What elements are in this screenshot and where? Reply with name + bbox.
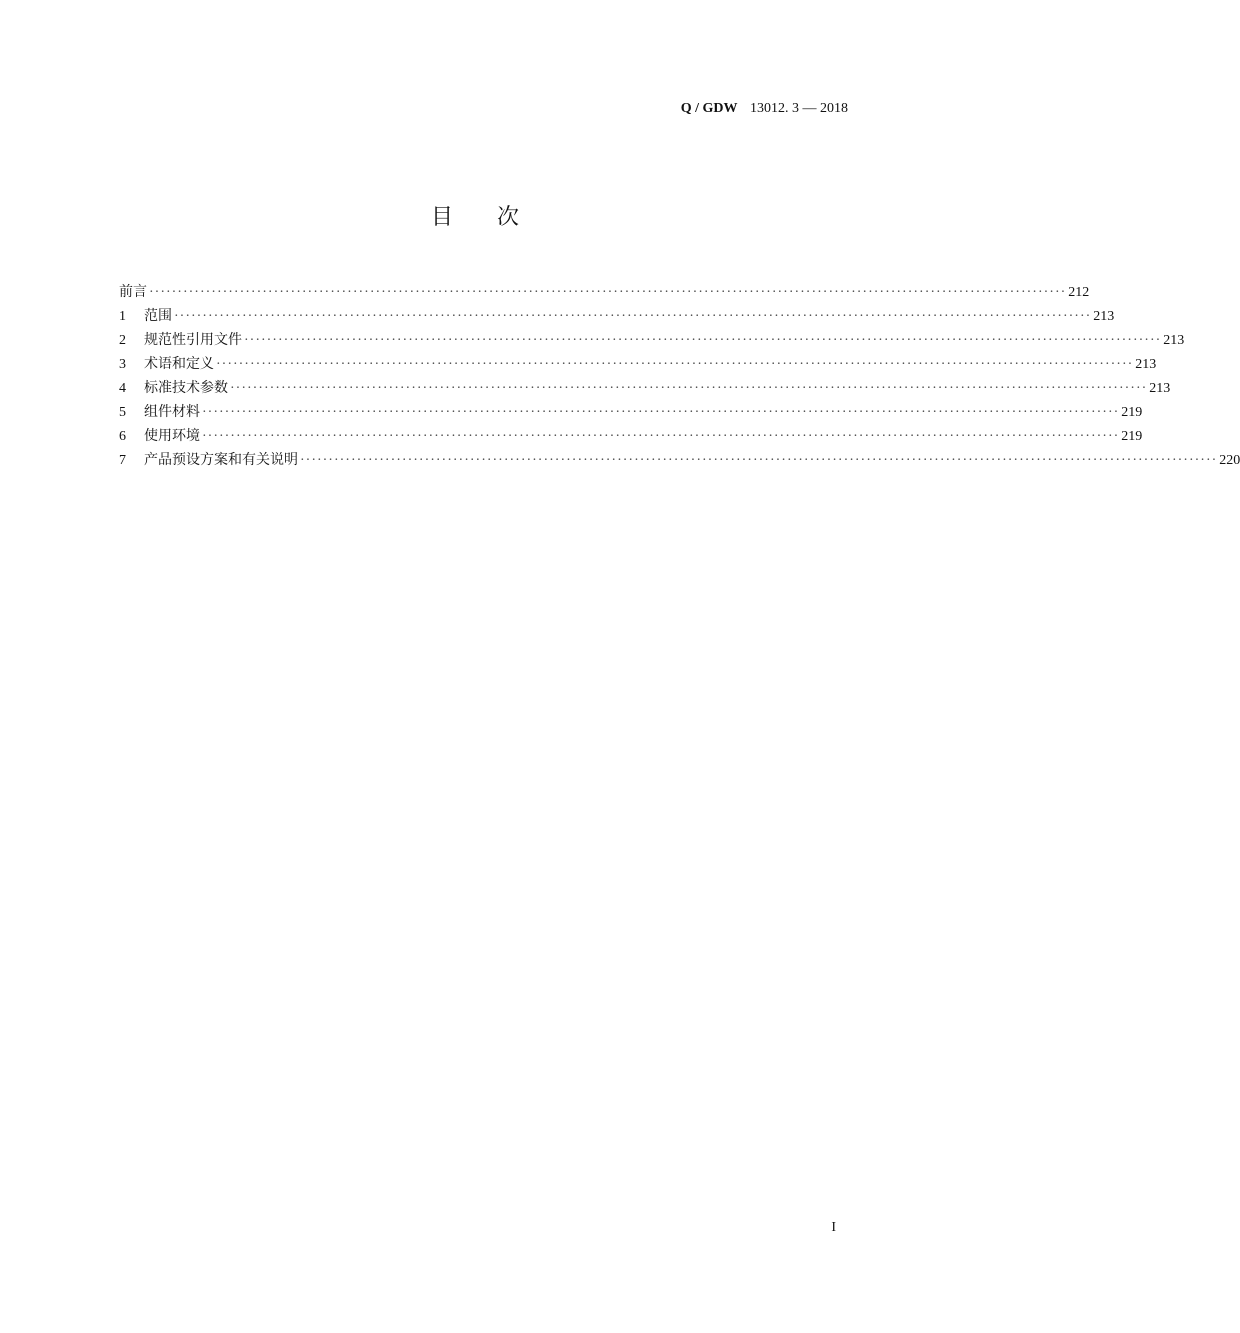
toc-entry-foreword[interactable]: [119, 280, 1090, 304]
toc-leader-dots: ··································································································································································: [230, 381, 1148, 396]
toc-entry-page: 213: [1093, 309, 1115, 324]
toc-entry-page: 220: [1219, 453, 1240, 468]
toc-entry-label: 标准技术参数: [144, 380, 228, 396]
toc-entry-terms-definitions[interactable]: [119, 352, 1157, 376]
toc-entry-page: 212: [1068, 285, 1090, 300]
toc-leader-dots: ··································································································································································: [202, 429, 1120, 444]
toc-entry-label: 组件材料: [144, 404, 200, 420]
toc-entry-number: 7: [119, 453, 126, 468]
toc-entry-label: 术语和定义: [144, 356, 214, 372]
standard-number: 13012. 3 — 2018: [750, 101, 848, 116]
toc-leader-dots: ··································································································································································: [174, 309, 1092, 324]
page-title: 目次: [430, 205, 563, 230]
toc-entry-product-presets[interactable]: [119, 448, 1240, 472]
toc-entry-number: 5: [119, 405, 126, 420]
toc-entry-page: 213: [1163, 333, 1185, 348]
toc-entry-number: 4: [119, 381, 126, 396]
toc-entry-label: 使用环境: [144, 428, 200, 444]
toc-entry-scope[interactable]: [119, 304, 1115, 328]
toc-entry-label: 前言: [119, 284, 147, 300]
toc-entry-number: 2: [119, 333, 126, 348]
toc-entry-page: 219: [1121, 429, 1143, 444]
toc-leader-dots: ··································································································································································: [216, 357, 1134, 372]
toc-entry-number: 3: [119, 357, 126, 372]
toc-entry-page: 213: [1149, 381, 1171, 396]
toc-entry-operating-environment[interactable]: [119, 424, 1143, 448]
toc-leader-dots: ··································································································································································: [244, 333, 1162, 348]
toc-leader-dots: ··································································································································································: [300, 453, 1218, 468]
toc-entry-normative-references[interactable]: [119, 328, 1185, 352]
toc-entry-label: 范围: [144, 308, 172, 324]
standard-code: Q / GDW: [680, 101, 738, 116]
toc-entry-number: 1: [119, 309, 126, 324]
toc-leader-dots: ··································································································································································: [202, 405, 1120, 420]
toc-entry-page: 219: [1121, 405, 1143, 420]
table-of-contents: [119, 280, 1240, 472]
toc-entry-label: 规范性引用文件: [144, 332, 242, 348]
toc-leader-dots: ··································································································································································: [149, 285, 1067, 300]
toc-entry-number: 6: [119, 429, 126, 444]
toc-entry-technical-parameters[interactable]: [119, 376, 1171, 400]
toc-entry-label: 产品预设方案和有关说明: [144, 452, 298, 468]
page-number: I: [831, 1220, 836, 1235]
toc-entry-page: 213: [1135, 357, 1157, 372]
toc-entry-component-materials[interactable]: [119, 400, 1143, 424]
document-header: [681, 100, 848, 117]
